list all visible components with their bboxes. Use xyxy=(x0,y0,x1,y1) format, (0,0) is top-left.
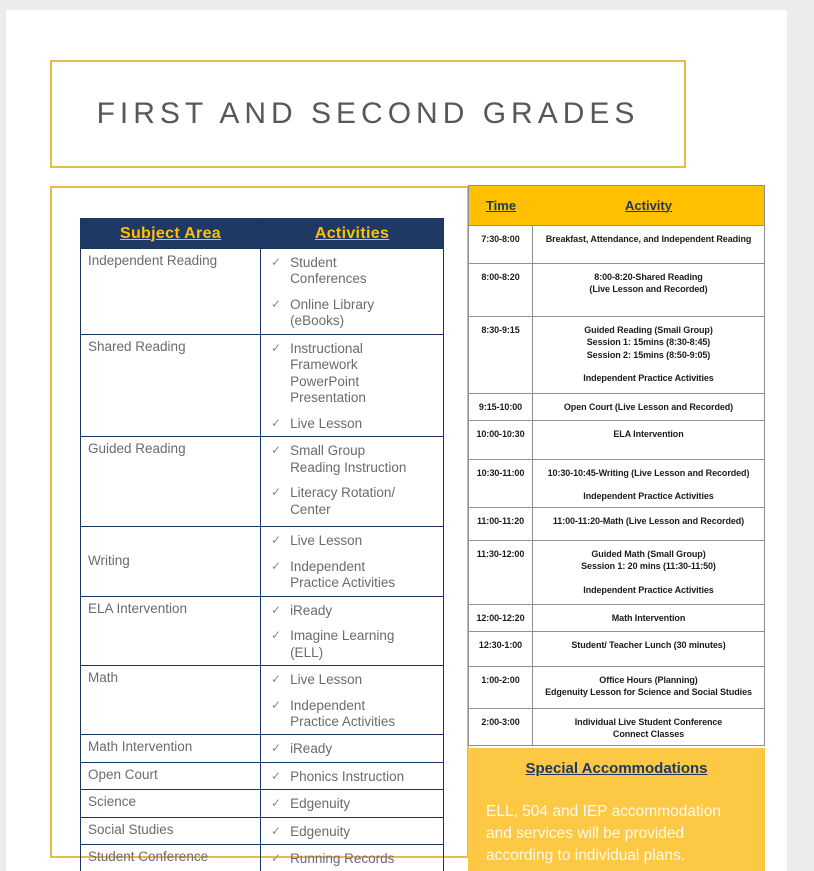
check-icon: ✓ xyxy=(271,672,282,687)
schedule-activity-line: Guided Reading (Small Group) xyxy=(584,325,713,335)
schedule-activity xyxy=(533,421,764,459)
schedule-column xyxy=(468,185,765,871)
schedule-activity xyxy=(533,605,764,631)
schedule-activity-line: Student/ Teacher Lunch (30 minutes) xyxy=(571,639,726,650)
schedule-activity xyxy=(533,317,764,393)
activities-cell xyxy=(261,735,444,762)
subject-cell: Guided Reading xyxy=(81,437,261,527)
subject-cell: ELA Intervention xyxy=(81,596,261,665)
schedule-activity xyxy=(533,667,764,708)
schedule-activity-line: Independent Practice Activities xyxy=(583,373,714,384)
schedule-row xyxy=(469,540,764,604)
subject-cell: Student Conference xyxy=(81,845,261,871)
schedule-activity-line: Guided Math (Small Group) xyxy=(591,548,706,559)
schedule-activity-line: Math Intervention xyxy=(611,612,686,623)
special-accommodations-title: Special Accommodations xyxy=(525,759,708,777)
activities-cell xyxy=(261,437,444,527)
subject-cell: Science xyxy=(81,790,261,817)
activities-cell xyxy=(261,334,444,436)
activity-item xyxy=(271,533,413,549)
schedule-header-row xyxy=(469,186,764,225)
schedule-row xyxy=(469,420,764,459)
activity-text: Running Records xyxy=(290,851,395,867)
schedule-row xyxy=(469,393,764,420)
activity-text: Edgenuity xyxy=(290,823,351,839)
schedule-time: 8:00-8:20 xyxy=(469,264,533,316)
subject-cell: Math xyxy=(81,666,261,735)
subject-table-header-row xyxy=(81,219,444,249)
subject-area-header xyxy=(81,219,261,249)
schedule-activity-line xyxy=(537,361,760,372)
schedule-activity-line: 11:00-11:20-Math (Live Lesson and Recorded) xyxy=(552,515,745,526)
subject-row xyxy=(81,596,444,665)
schedule-activity xyxy=(533,394,764,420)
activity-item xyxy=(271,698,413,731)
activity-text: Imagine Learning (ELL) xyxy=(290,628,395,660)
activity-text: Edgenuity xyxy=(290,796,351,812)
check-icon: ✓ xyxy=(271,255,282,269)
subject-cell: Shared Reading xyxy=(81,334,261,436)
activity-item xyxy=(271,851,413,867)
schedule-activity xyxy=(533,460,764,507)
subject-cell: Writing xyxy=(81,527,261,596)
subject-cell: Social Studies xyxy=(81,817,261,844)
subject-row xyxy=(81,666,444,735)
activities-cell xyxy=(261,666,444,735)
schedule-time: 7:30-8:00 xyxy=(469,226,533,263)
check-icon: ✓ xyxy=(271,340,282,355)
subject-panel xyxy=(50,186,469,867)
schedule-activity-line: (Live Lesson and Recorded) xyxy=(589,284,708,295)
activities-cell xyxy=(261,249,444,335)
subject-cell: Math Intervention xyxy=(81,735,261,762)
schedule-activity xyxy=(533,226,764,263)
subject-activities-table xyxy=(80,218,444,871)
activity-item xyxy=(271,628,413,661)
schedule-activity-line: Connect Classes xyxy=(612,729,685,740)
activity-text: Live Lesson xyxy=(290,672,363,688)
activities-cell xyxy=(261,762,444,789)
schedule-time: 9:15-10:00 xyxy=(469,394,533,420)
schedule-time: 12:30-1:00 xyxy=(469,632,533,666)
activity-item xyxy=(271,341,413,407)
subject-cell: Open Court xyxy=(81,762,261,789)
subject-row xyxy=(81,790,444,817)
schedule-activity-line: Edgenuity Lesson for Science and Social Studies xyxy=(545,687,752,698)
activity-text: Independent Practice Activities xyxy=(290,558,396,591)
time-header xyxy=(469,197,533,215)
check-icon: ✓ xyxy=(271,768,282,783)
schedule-activity-line: 8:00-8:20-Shared Reading xyxy=(594,272,703,282)
schedule-row xyxy=(469,263,764,316)
schedule-time: 8:30-9:15 xyxy=(469,317,533,393)
subject-row xyxy=(81,762,444,789)
schedule-row xyxy=(469,459,764,507)
activity-item xyxy=(271,824,413,840)
activity-item xyxy=(271,485,413,518)
time-header-label: Time xyxy=(485,197,517,213)
activity-text: Online Library (eBooks) xyxy=(290,296,375,329)
activity-item xyxy=(271,603,413,619)
subject-row xyxy=(81,817,444,844)
schedule-activity-line xyxy=(537,479,760,490)
activity-item xyxy=(271,416,413,432)
activity-item xyxy=(271,672,413,688)
check-icon: ✓ xyxy=(271,602,282,617)
activities-header xyxy=(261,219,444,249)
activity-item xyxy=(271,255,413,288)
schedule-time: 1:00-2:00 xyxy=(469,667,533,708)
check-icon: ✓ xyxy=(271,628,282,643)
check-icon: ✓ xyxy=(271,697,282,712)
activity-text: Small Group Reading Instruction xyxy=(290,443,407,475)
check-icon: ✓ xyxy=(271,558,282,573)
schedule-activity-line: Breakfast, Attendance, and Independent Reading xyxy=(545,234,752,244)
schedule-time: 2:00-3:00 xyxy=(469,709,533,745)
check-icon: ✓ xyxy=(271,741,282,756)
activities-cell xyxy=(261,845,444,871)
schedule-activity-line: Office Hours (Planning) xyxy=(599,674,698,685)
check-icon: ✓ xyxy=(271,296,282,311)
subject-cell: Independent Reading xyxy=(81,249,261,335)
schedule-activity xyxy=(533,632,764,666)
activity-text: Literacy Rotation/ Center xyxy=(290,485,396,517)
subject-row xyxy=(81,334,444,436)
check-icon: ✓ xyxy=(271,485,282,500)
activities-cell xyxy=(261,527,444,596)
schedule-row xyxy=(469,507,764,540)
schedule-time: 11:00-11:20 xyxy=(469,508,533,540)
activities-header-label: Activities xyxy=(314,224,390,242)
schedule-activity-line: Open Court (Live Lesson and Recorded) xyxy=(563,402,734,412)
activity-item xyxy=(271,443,413,476)
check-icon: ✓ xyxy=(271,823,282,838)
check-icon: ✓ xyxy=(271,415,282,430)
schedule-activity-line: Independent Practice Activities xyxy=(583,584,714,595)
activity-header xyxy=(533,197,764,215)
check-icon: ✓ xyxy=(271,443,282,458)
subject-row xyxy=(81,437,444,527)
subject-area-header-label: Subject Area xyxy=(119,224,222,242)
schedule-row xyxy=(469,604,764,631)
activity-text: Independent Practice Activities xyxy=(290,697,396,729)
activity-text: Instructional Framework PowerPoint Presentation xyxy=(290,340,366,406)
schedule-activity-line: Independent Practice Activities xyxy=(583,491,714,502)
check-icon: ✓ xyxy=(271,796,282,811)
subject-row xyxy=(81,249,444,335)
schedule-table xyxy=(468,185,765,746)
schedule-time: 11:30-12:00 xyxy=(469,541,533,604)
schedule-activity-line: Session 1: 20 mins (11:30-11:50) xyxy=(581,561,716,572)
check-icon: ✓ xyxy=(271,851,282,866)
schedule-activity xyxy=(533,508,764,540)
schedule-time: 10:00-10:30 xyxy=(469,421,533,459)
schedule-activity xyxy=(533,709,764,745)
schedule-row xyxy=(469,666,764,708)
activities-cell xyxy=(261,596,444,665)
schedule-activity-line xyxy=(537,573,760,584)
schedule-row xyxy=(469,708,764,745)
activity-item xyxy=(271,741,413,757)
activity-text: iReady xyxy=(290,602,333,618)
schedule-activity xyxy=(533,541,764,604)
activities-cell xyxy=(261,817,444,844)
schedule-activity-line: Session 2: 15mins (8:50-9:05) xyxy=(586,349,711,360)
activity-item xyxy=(271,769,413,785)
special-accommodations-box xyxy=(468,748,765,871)
schedule-activity-line: Individual Live Student Conference xyxy=(574,716,723,727)
schedule-row xyxy=(469,631,764,666)
activities-cell xyxy=(261,790,444,817)
title-box xyxy=(50,60,686,168)
activity-text: Phonics Instruction xyxy=(290,768,405,784)
activity-item xyxy=(271,559,413,592)
schedule-activity xyxy=(533,264,764,316)
check-icon: ✓ xyxy=(271,533,282,548)
activity-item xyxy=(271,796,413,812)
subject-row xyxy=(81,527,444,596)
activity-text: Live Lesson xyxy=(290,415,363,431)
activity-text: iReady xyxy=(290,741,333,757)
page-title: FIRST AND SECOND GRADES xyxy=(96,97,640,130)
subject-row xyxy=(81,735,444,762)
schedule-time: 10:30-11:00 xyxy=(469,460,533,507)
schedule-time: 12:00-12:20 xyxy=(469,605,533,631)
schedule-activity-line: ELA Intervention xyxy=(613,429,684,439)
schedule-row xyxy=(469,316,764,393)
subject-row xyxy=(81,845,444,871)
schedule-row xyxy=(469,225,764,263)
activity-header-label: Activity xyxy=(625,197,672,213)
schedule-activity-line: 10:30-10:45-Writing (Live Lesson and Recorded) xyxy=(547,468,750,478)
page xyxy=(6,10,787,871)
special-accommodations-text: ELL, 504 and IEP accommodation and services will be provided according to individual plans. xyxy=(486,802,721,864)
activity-text: Live Lesson xyxy=(290,533,363,549)
activity-item xyxy=(271,297,413,330)
activity-text: Student Conferences xyxy=(290,255,367,287)
schedule-activity-line: Session 1: 15mins (8:30-8:45) xyxy=(586,337,711,348)
